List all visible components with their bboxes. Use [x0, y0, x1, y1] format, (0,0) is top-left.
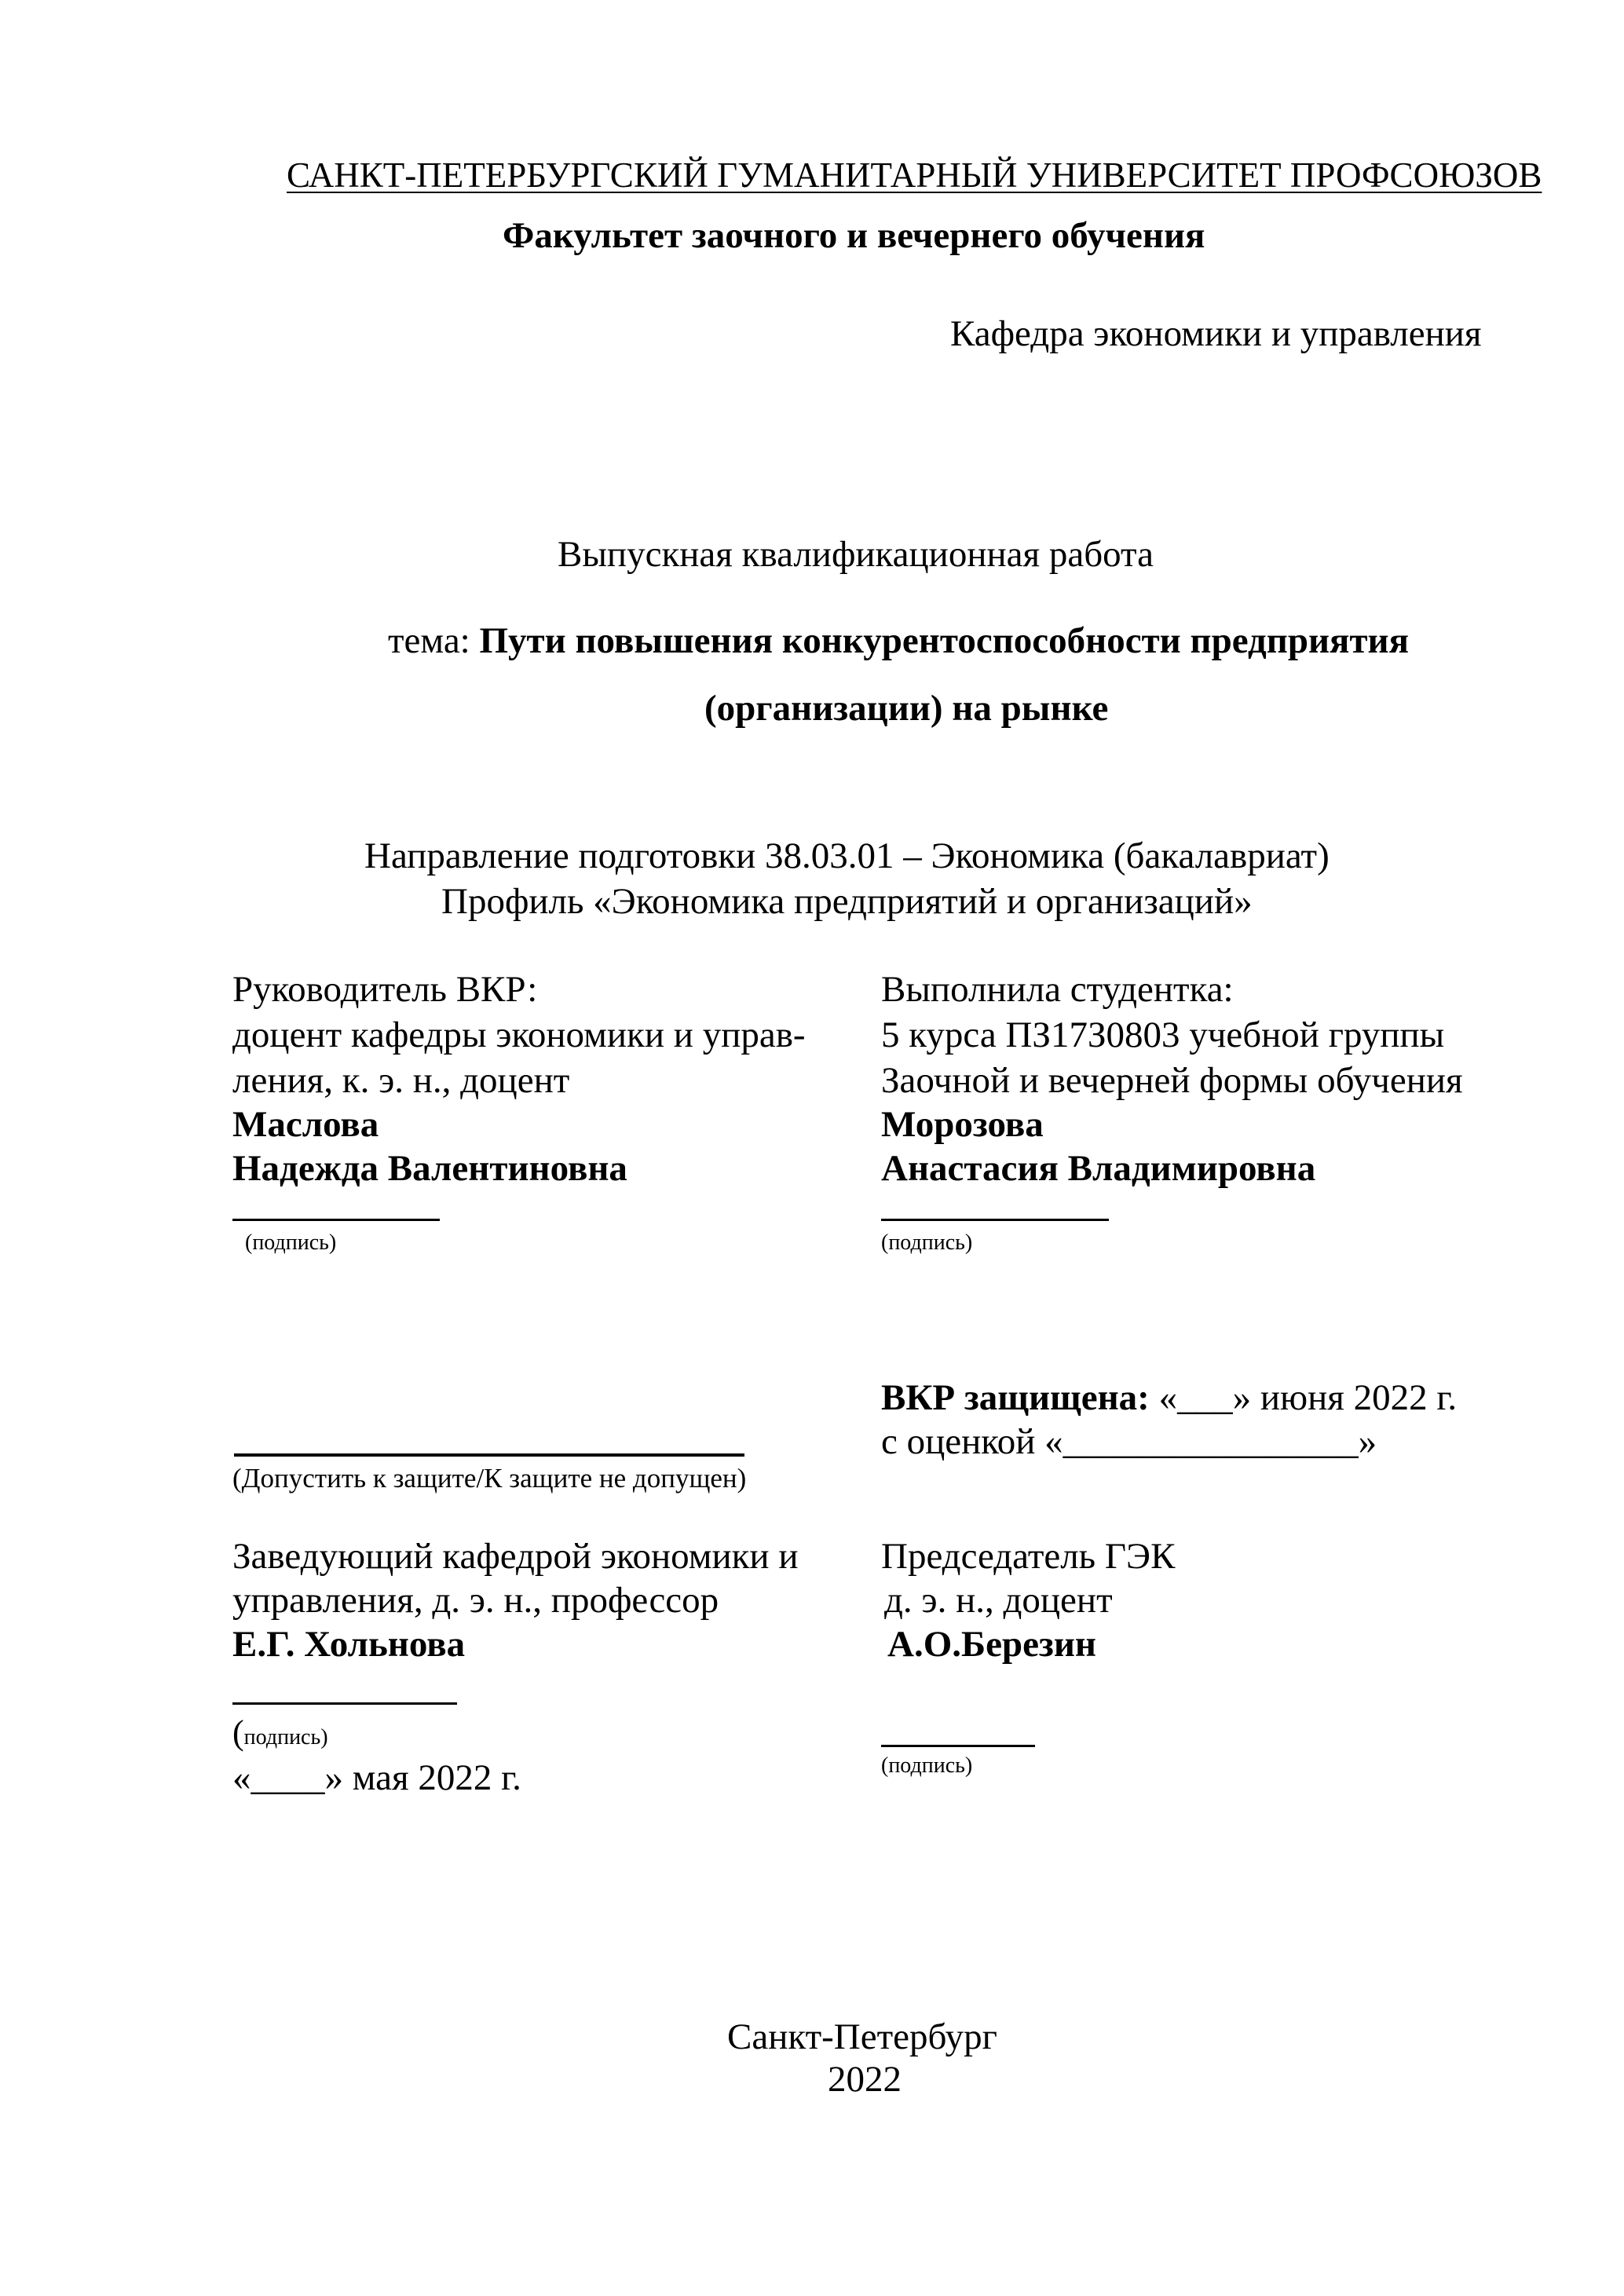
head-title-2: управления, д. э. н., профессор — [232, 1580, 719, 1621]
supervisor-position-2: ления, к. э. н., доцент — [232, 1060, 570, 1101]
head-signature — [232, 1710, 328, 1754]
admission-line — [234, 1453, 744, 1457]
defense-label: ВКР защищена: — [881, 1377, 1150, 1418]
student-signature-label: (подпись) — [881, 1230, 973, 1255]
defense-date: «___» июня 2022 г. — [1149, 1377, 1458, 1418]
head-signature-paren: ( — [232, 1713, 244, 1752]
topic-title: Пути повышения конкурентоспособности предприятия — [479, 620, 1410, 661]
direction: Направление подготовки 38.03.01 – Экономика (бакалавриат) — [364, 835, 1330, 876]
supervisor-name: Надежда Валентиновна — [232, 1148, 627, 1189]
footer-city: Санкт-Петербург — [727, 2016, 997, 2057]
chair-title: Председатель ГЭК — [881, 1536, 1176, 1577]
student-title: Выполнила студентка: — [881, 969, 1234, 1010]
student-name: Анастасия Владимировна — [881, 1148, 1316, 1189]
student-signature-line — [881, 1219, 1109, 1221]
supervisor-title: Руководитель ВКР: — [232, 969, 538, 1010]
head-date: «____» мая 2022 г. — [232, 1757, 521, 1798]
chair-signature-label: (подпись) — [881, 1753, 973, 1778]
supervisor-position-1: доцент кафедры экономики и управ- — [232, 1015, 806, 1055]
defense-grade: с оценкой «________________» — [881, 1421, 1377, 1462]
defense-line — [881, 1376, 1457, 1420]
university-name: САНКТ-ПЕТЕРБУРГСКИЙ ГУМАНИТАРНЫЙ УНИВЕРСИТЕТ ПРОФСОЮЗОВ — [287, 155, 1542, 195]
student-form: Заочной и вечерней формы обучения — [881, 1060, 1463, 1101]
profile: Профиль «Экономика предприятий и организаций» — [441, 881, 1253, 922]
footer-year: 2022 — [828, 2059, 902, 2100]
chair-signature-line — [881, 1745, 1035, 1747]
department-name: Кафедра экономики и управления — [950, 313, 1482, 354]
student-course: 5 курса ПЗ17З0803 учебной группы — [881, 1015, 1445, 1055]
student-surname: Морозова — [881, 1104, 1044, 1145]
topic-line-2: (организации) на рынке — [704, 688, 1109, 729]
head-signature-line — [232, 1702, 457, 1705]
work-type: Выпускная квалификационная работа — [558, 534, 1154, 575]
chair-degree: д. э. н., доцент — [884, 1580, 1113, 1621]
head-name: Е.Г. Хольнова — [232, 1624, 466, 1665]
topic-prefix: тема: — [388, 620, 480, 661]
head-title-1: Заведующий кафедрой экономики и — [232, 1536, 799, 1577]
head-signature-label: подпись) — [243, 1725, 328, 1749]
admission-label: (Допустить к защите/К защите не допущен) — [232, 1463, 747, 1493]
topic-line-1 — [388, 619, 1409, 663]
faculty-name: Факультет заочного и вечернего обучения — [503, 215, 1205, 256]
supervisor-surname: Маслова — [232, 1104, 379, 1145]
supervisor-signature-line — [232, 1219, 440, 1221]
supervisor-signature-label: (подпись) — [245, 1230, 337, 1255]
chair-name: А.О.Березин — [887, 1624, 1096, 1665]
